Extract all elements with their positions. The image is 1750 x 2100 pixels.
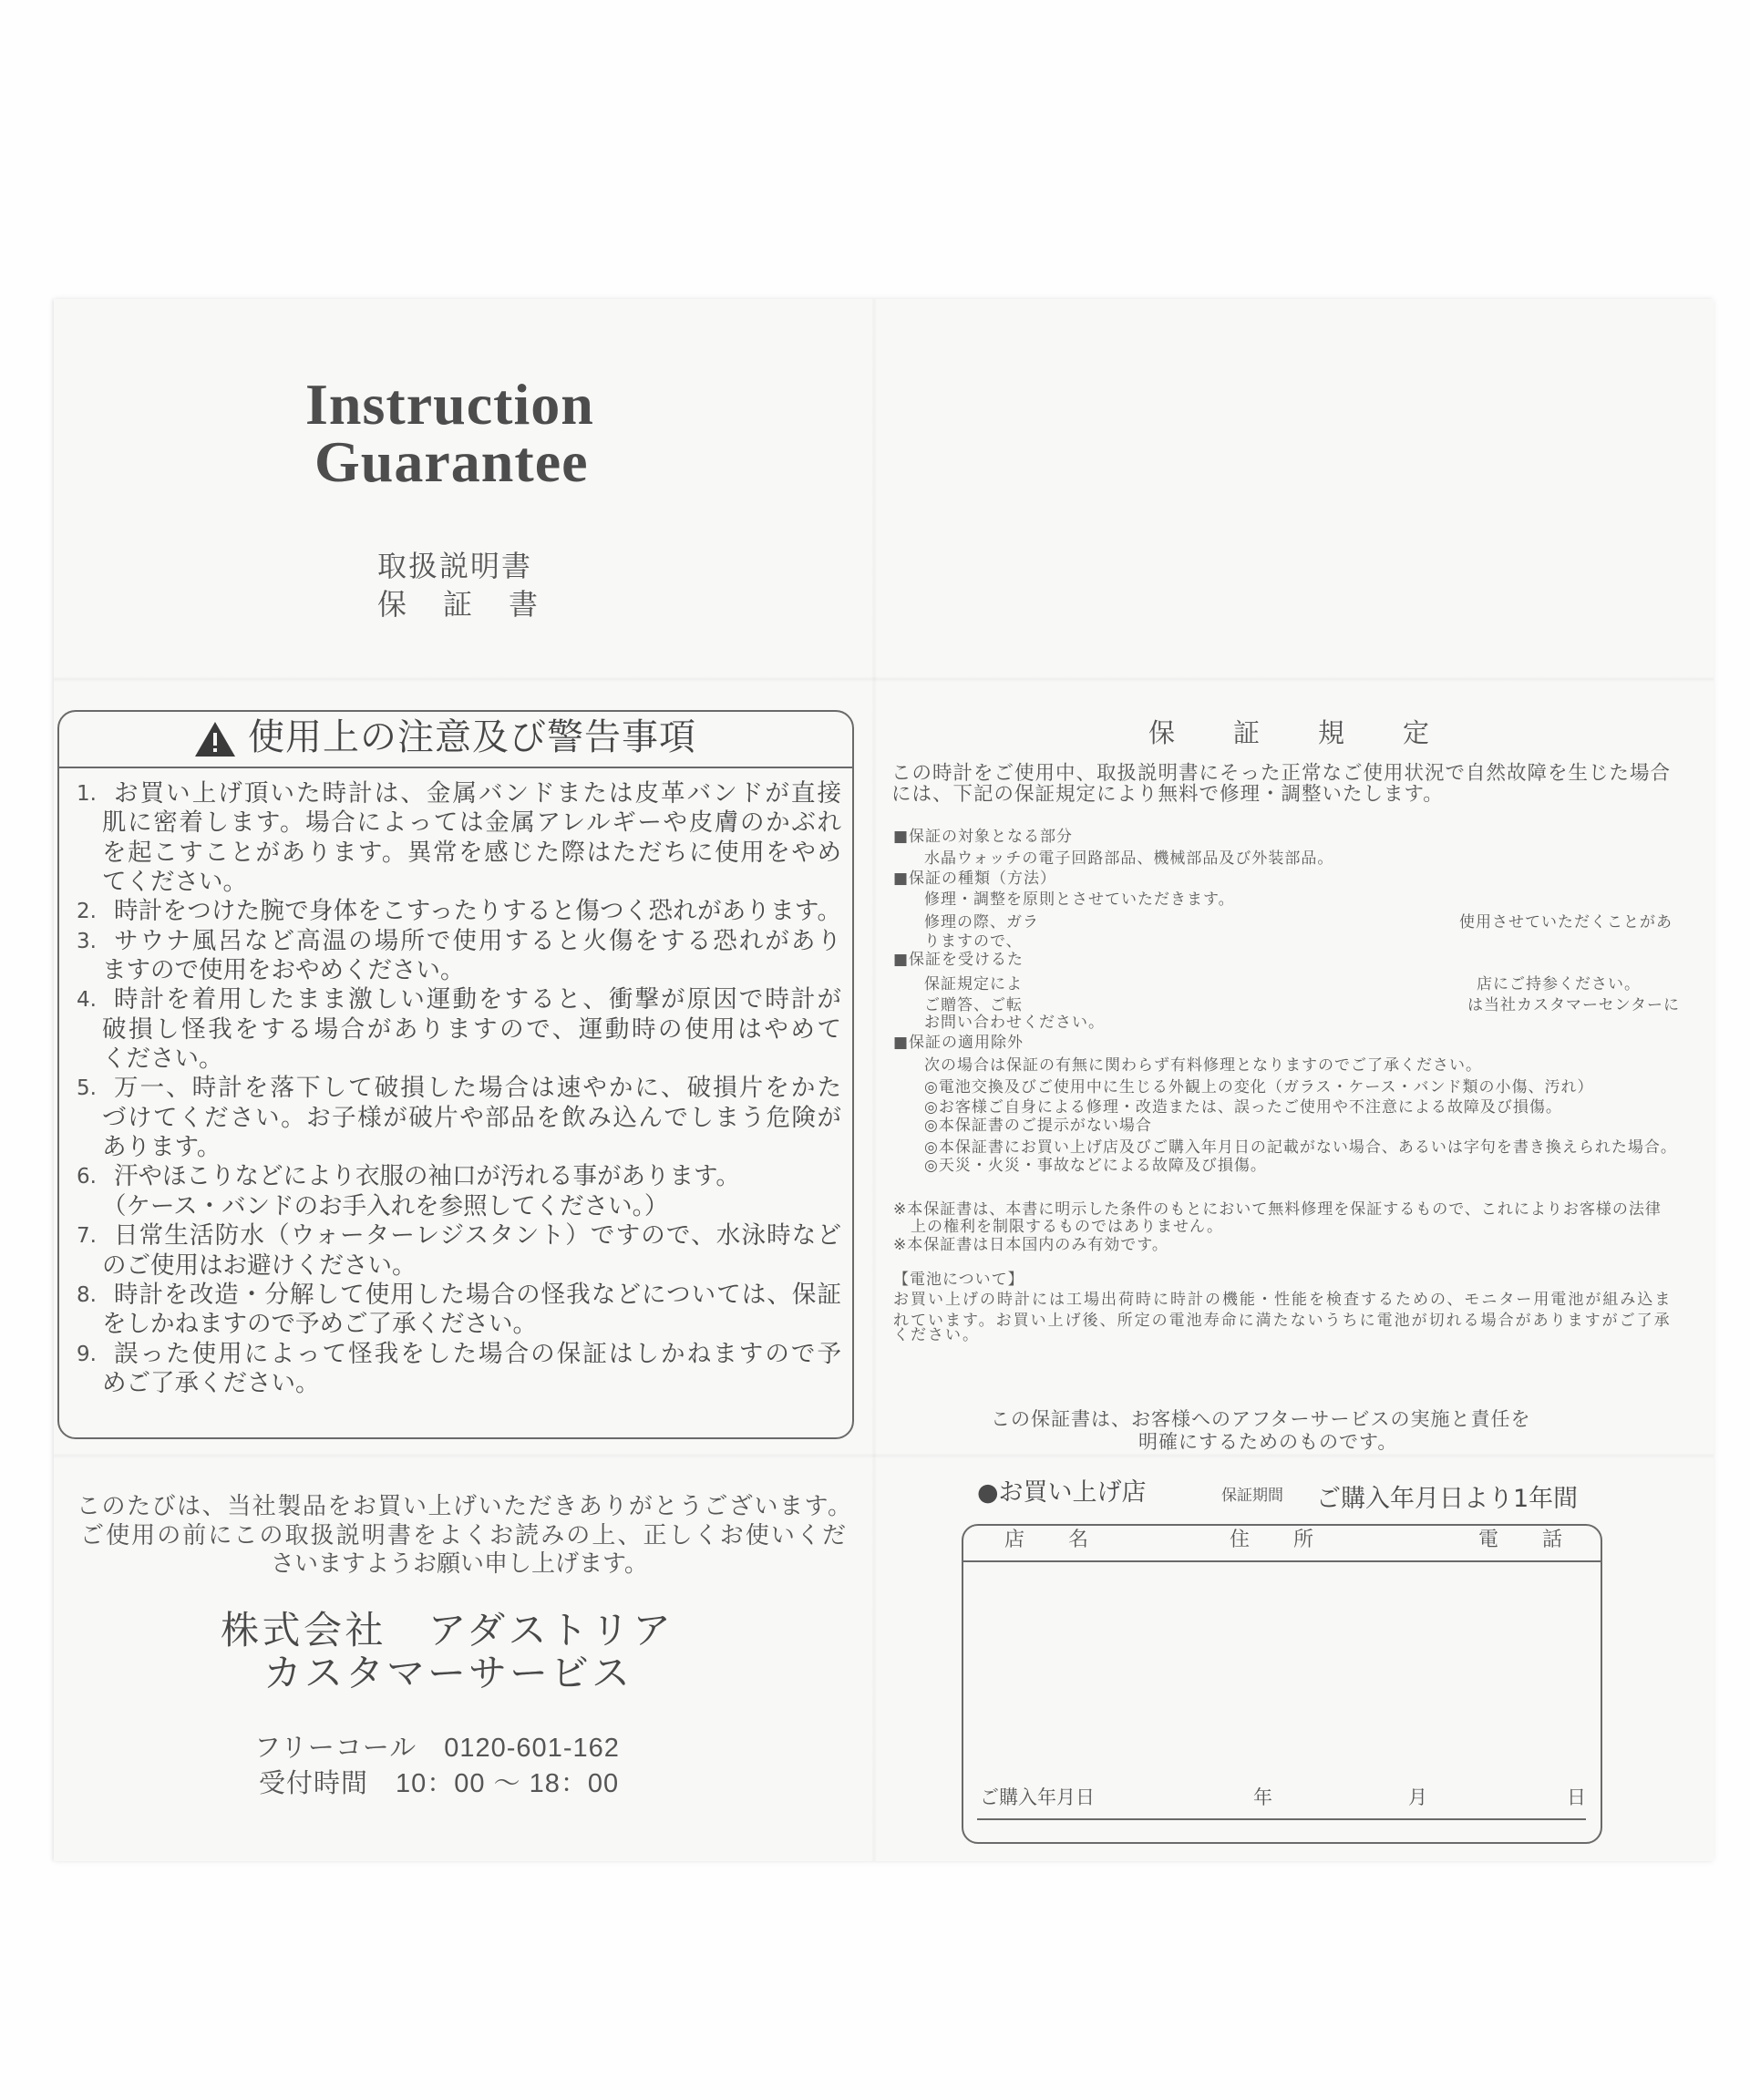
item-line: 時計を着用したまま激しい運動をすると、衝撃が原因で時計が <box>114 985 841 1014</box>
warning-item <box>77 1281 847 1340</box>
warning-item <box>77 897 847 926</box>
warning-item <box>77 1221 847 1281</box>
item-line: 肌に密着します。場合によっては金属アレルギーや皮膚のかぶれ <box>102 808 841 838</box>
item-line: ください。 <box>102 1045 223 1074</box>
item-number: 6. <box>77 1165 97 1189</box>
item-line: 万一、時計を落下して破損した場合は速やかに、破損片をかた <box>114 1074 841 1103</box>
purchase-month-label: 月 <box>1408 1786 1427 1808</box>
note-line: ※本保証書は、本書に明示した条件のもとにおいて無料修理を保証するもので、これによりお客様の法律 <box>893 1200 1662 1219</box>
item-line: をしかねますので予めご了承ください。 <box>102 1310 537 1339</box>
item-line: サウナ風呂など高温の場所で使用すると火傷をする恐れがあり <box>114 926 841 955</box>
item-line: づけてください。お子様が破片や部品を飲み込んでしまう危険が <box>102 1103 841 1132</box>
method-heading: ■保証の種類（方法） <box>893 870 1057 888</box>
item-line: 時計をつけた腕で身体をこすったりすると傷つく恐れがあります。 <box>114 897 841 926</box>
terms-heading: 保 証 規 定 <box>1148 717 1446 748</box>
item-line: めご了承ください。 <box>102 1368 320 1397</box>
exclusion-item: ◎本保証書にお買い上げ店及びご購入年月日の記載がない場合、あるいは字句を書き換えられた場合。 <box>924 1138 1677 1157</box>
subtitle-guarantee: 保 証 書 <box>377 587 542 622</box>
method-line: りますので、 <box>924 932 1023 951</box>
warranty-period: ご購入年月日より1年間 <box>1316 1485 1579 1513</box>
warning-heading: 使用上の注意及び警告事項 <box>248 716 696 758</box>
note-line: ※本保証書は日本国内のみ有効です。 <box>893 1236 1168 1254</box>
item-line: 日常生活防水（ウォーターレジスタント）ですので、水泳時など <box>114 1221 841 1251</box>
item-line: のご使用はお避けください。 <box>102 1251 417 1280</box>
exclusions-intro: 次の場合は保証の有無に関わらず有料修理となりますのでご了承ください。 <box>924 1056 1482 1075</box>
purchase-date-label: ご購入年月日 <box>980 1786 1095 1808</box>
item-line: お買い上げ頂いた時計は、金属バンドまたは皮革バンドが直接 <box>114 779 841 808</box>
purchase-header-divider <box>963 1560 1601 1562</box>
company-name: 株式会社 アダストリア <box>221 1608 674 1652</box>
company-department: カスタマーサービス <box>263 1651 633 1695</box>
fold-line-center <box>871 299 877 1861</box>
item-number: 9. <box>77 1342 97 1366</box>
column-store-name: 店 名 <box>1004 1529 1101 1551</box>
procedure-line: ご贈答、ご転 <box>924 996 1023 1014</box>
fold-line-top <box>54 676 1714 682</box>
item-line: 破損し怪我をする場合がありますので、運動時の使用はやめて <box>102 1014 841 1044</box>
warning-divider <box>59 767 852 768</box>
exclusion-item: ◎本保証書のご提示がない場合 <box>924 1117 1152 1135</box>
item-number: 8. <box>77 1282 97 1307</box>
item-line: 汗やほこりなどにより衣服の袖口が汚れる事があります。 <box>114 1162 740 1191</box>
greeting-line: ご使用の前にこの取扱説明書をよくお読みの上、正しくお使いくだ <box>80 1522 846 1549</box>
exclusion-item: ◎天災・火災・事故などによる故障及び損傷。 <box>924 1157 1267 1175</box>
purchase-day-label: 日 <box>1567 1786 1586 1808</box>
warning-item <box>77 1162 847 1221</box>
warning-list <box>77 779 847 1398</box>
warning-box <box>57 710 854 1439</box>
method-line: 修理の際、ガラ <box>924 913 1039 932</box>
warning-item <box>77 1340 847 1399</box>
item-number: 3. <box>77 929 97 953</box>
procedure-line: 保証規定によ <box>924 975 1023 993</box>
statement-line: 明確にするためのものです。 <box>1138 1431 1398 1453</box>
purchase-year-label: 年 <box>1253 1786 1272 1808</box>
exclusions-heading: ■保証の適用除外 <box>893 1034 1024 1052</box>
procedure-line: お問い合わせください。 <box>924 1014 1105 1032</box>
note-line: 上の権利を制限するものではありません。 <box>911 1218 1224 1236</box>
method-line: 修理・調整を原則とさせていただきます。 <box>924 890 1235 909</box>
battery-heading: 【電池について】 <box>893 1271 1024 1289</box>
exclusion-item: ◎電池交換及びご使用中に生じる外観上の変化（ガラス・ケース・バンド類の小傷、汚れ） <box>924 1078 1594 1096</box>
item-line: 時計を改造・分解して使用した場合の怪我などについては、保証 <box>114 1280 841 1309</box>
item-number: 5. <box>77 1076 97 1101</box>
procedure-line: は当社カスタマーセンターに <box>1467 996 1680 1014</box>
title-instruction: Instruction <box>305 372 594 437</box>
warning-item <box>77 1074 847 1162</box>
warning-item <box>77 927 847 986</box>
item-line: を起こすことがあります。異常を感じた際はただちに使用をやめ <box>102 838 841 867</box>
item-line: 誤った使用によって怪我をした場合の保証はしかねますので予 <box>114 1339 841 1368</box>
freecall-number: フリーコール 0120-601-162 <box>254 1734 620 1763</box>
exclusion-item: ◎お客様ご自身による修理・改造または、誤ったご使用や不注意による故障及び損傷。 <box>924 1098 1562 1117</box>
warning-item <box>77 985 847 1074</box>
warning-triangle-icon <box>194 721 236 757</box>
item-line: てください。 <box>102 868 247 897</box>
battery-line: お買い上げの時計には工場出荷時に時計の機能・性能を検査するための、モニター用電池が組み込ま <box>893 1291 1673 1309</box>
column-phone: 電 話 <box>1478 1529 1575 1551</box>
greeting-line: さいますようお願い申し上げます。 <box>271 1550 648 1578</box>
statement-line: この保証書は、お客様へのアフターサービスの実施と責任を <box>991 1408 1531 1430</box>
purchase-date-underline <box>977 1818 1586 1820</box>
item-number: 4. <box>77 988 97 1013</box>
procedure-line: 店にご持参ください。 <box>1477 975 1641 993</box>
column-address: 住 所 <box>1230 1529 1326 1551</box>
title-guarantee: Guarantee <box>314 429 589 494</box>
item-number: 7. <box>77 1224 97 1249</box>
fold-line-bottom <box>54 1453 1714 1458</box>
greeting-line: このたびは、当社製品をお買い上げいただきありがとうございます。 <box>77 1493 851 1520</box>
terms-intro-line: この時計をご使用中、取扱説明書にそった正常なご使用状況で自然故障を生じた場合 <box>891 762 1672 785</box>
purchase-store-label: ●お買い上げ店 <box>977 1478 1147 1507</box>
coverage-text: 水晶ウォッチの電子回路部品、機械部品及び外装部品。 <box>924 849 1334 868</box>
procedure-heading: ■保証を受けるた <box>893 951 1024 969</box>
battery-line: れています。お買い上げ後、所定の電池寿命に満たないうちに電池が切れる場合がありますがご了承 <box>893 1312 1672 1330</box>
purchase-record-box <box>962 1524 1602 1844</box>
coverage-heading: ■保証の対象となる部分 <box>893 828 1074 846</box>
battery-line: ください。 <box>893 1326 980 1344</box>
item-number: 2. <box>77 900 97 924</box>
item-number: 1. <box>77 782 97 806</box>
warranty-period-label: 保証期間 <box>1221 1487 1283 1505</box>
item-line: （ケース・バンドのお手入れを参照してください。） <box>102 1191 669 1220</box>
reception-hours: 受付時間 10：00 ～ 18：00 <box>259 1769 620 1798</box>
subtitle-manual: 取扱説明書 <box>377 549 533 583</box>
method-line: 使用させていただくことがあ <box>1459 913 1673 932</box>
item-line: あります。 <box>102 1133 221 1162</box>
item-line: ますので使用をおやめください。 <box>102 956 465 985</box>
terms-intro-line: には、下記の保証規定により無料で修理・調整いたします。 <box>891 783 1444 806</box>
warning-item <box>77 779 847 897</box>
